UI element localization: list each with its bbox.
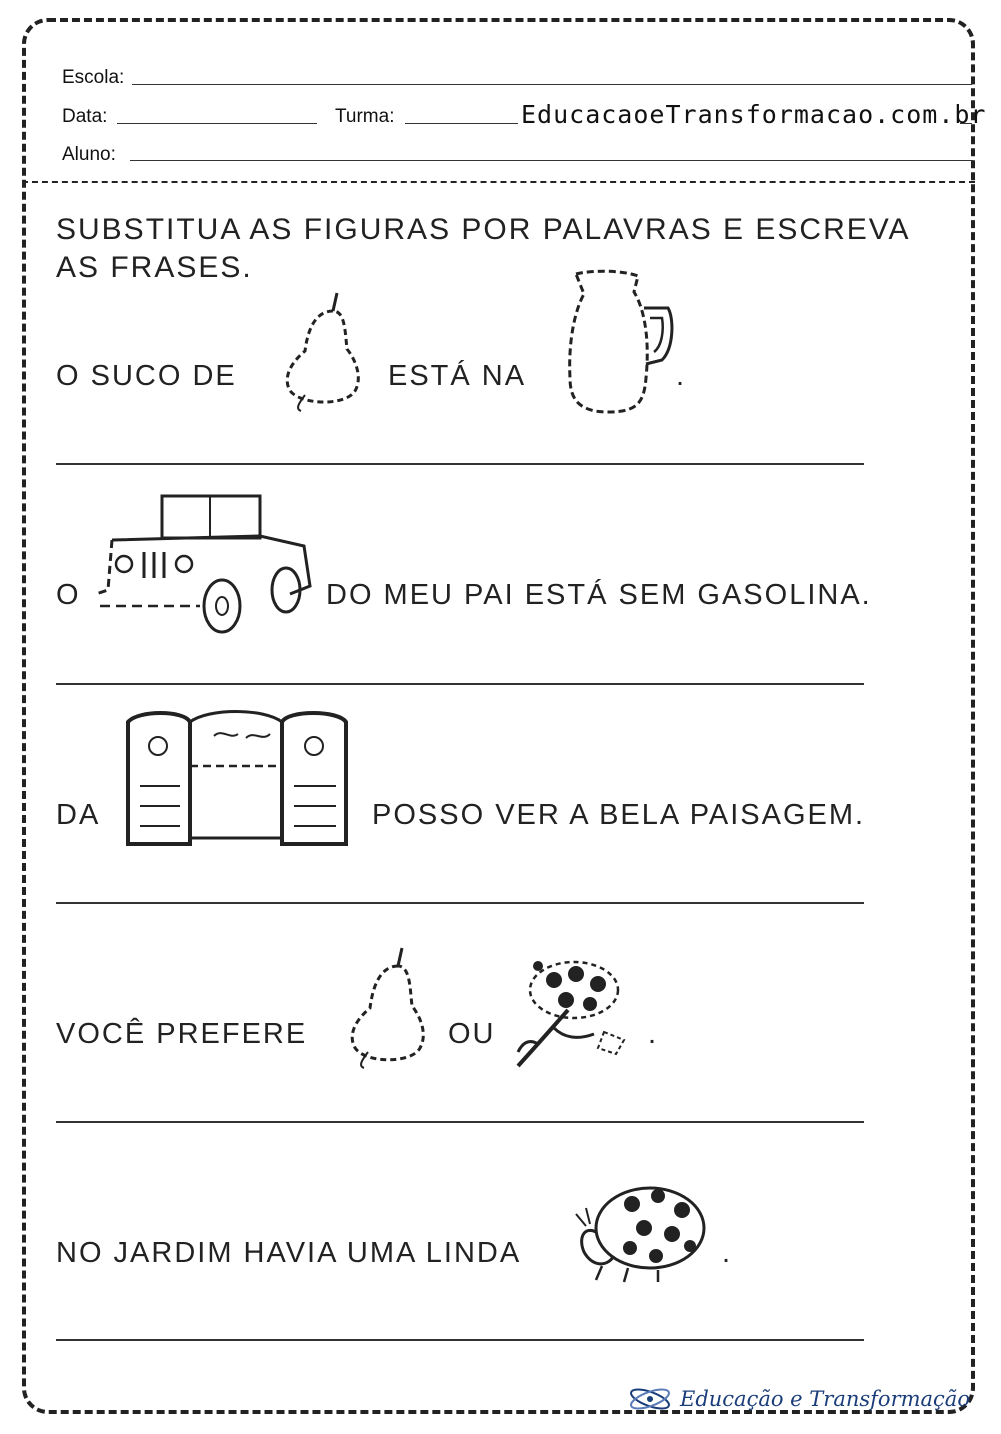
flower-icon [508,948,633,1073]
school-field[interactable] [132,84,972,85]
date-label: Data: [62,106,108,127]
sentence-1-before: O SUCO DE [56,360,237,392]
sentence-1-middle: ESTÁ NA [388,360,527,392]
class-label: Turma: [335,106,395,127]
sentence-3-before: DA [56,799,101,831]
instruction-text: SUBSTITUA AS FIGURAS POR PALAVRAS E ESCREVA AS FRASES. [56,213,909,284]
atom-logo-icon [628,1384,672,1414]
answer-line-2[interactable] [56,683,864,685]
answer-line-4[interactable] [56,1121,864,1123]
student-label: Aluno: [62,144,116,165]
pear-icon-2 [340,940,435,1075]
footer-brand [628,1384,970,1414]
sentence-3-after: POSSO VER A BELA PAISAGEM. [372,799,866,831]
answer-line-3[interactable] [56,902,864,904]
website-text: EducacaoeTransformacao.com.br [521,100,987,129]
sentence-2-after: DO MEU PAI ESTÁ SEM GASOLINA. [326,579,872,611]
student-field[interactable] [130,160,973,161]
school-label: Escola: [62,67,125,88]
sentence-1-end: . [676,360,687,392]
sentence-2-before: O [56,579,81,611]
sentence-5-before: NO JARDIM HAVIA UMA LINDA [56,1237,522,1269]
answer-line-5[interactable] [56,1339,864,1341]
sentence-4-middle: OU [448,1018,496,1050]
ladybug-icon [572,1176,710,1286]
class-field[interactable] [405,123,518,124]
pitcher-icon [562,268,677,418]
sentence-4-end: . [648,1018,659,1050]
sentence-4-before: VOCÊ PREFERE [56,1018,308,1050]
jeep-icon [90,490,320,640]
pear-icon [275,285,370,415]
footer-brand-text: Educação e Transformação [680,1387,970,1411]
header-separator [22,181,975,183]
class-field-end [960,123,972,124]
answer-line-1[interactable] [56,463,864,465]
window-icon [118,706,354,848]
date-field[interactable] [117,123,317,124]
sentence-5-end: . [722,1237,733,1269]
